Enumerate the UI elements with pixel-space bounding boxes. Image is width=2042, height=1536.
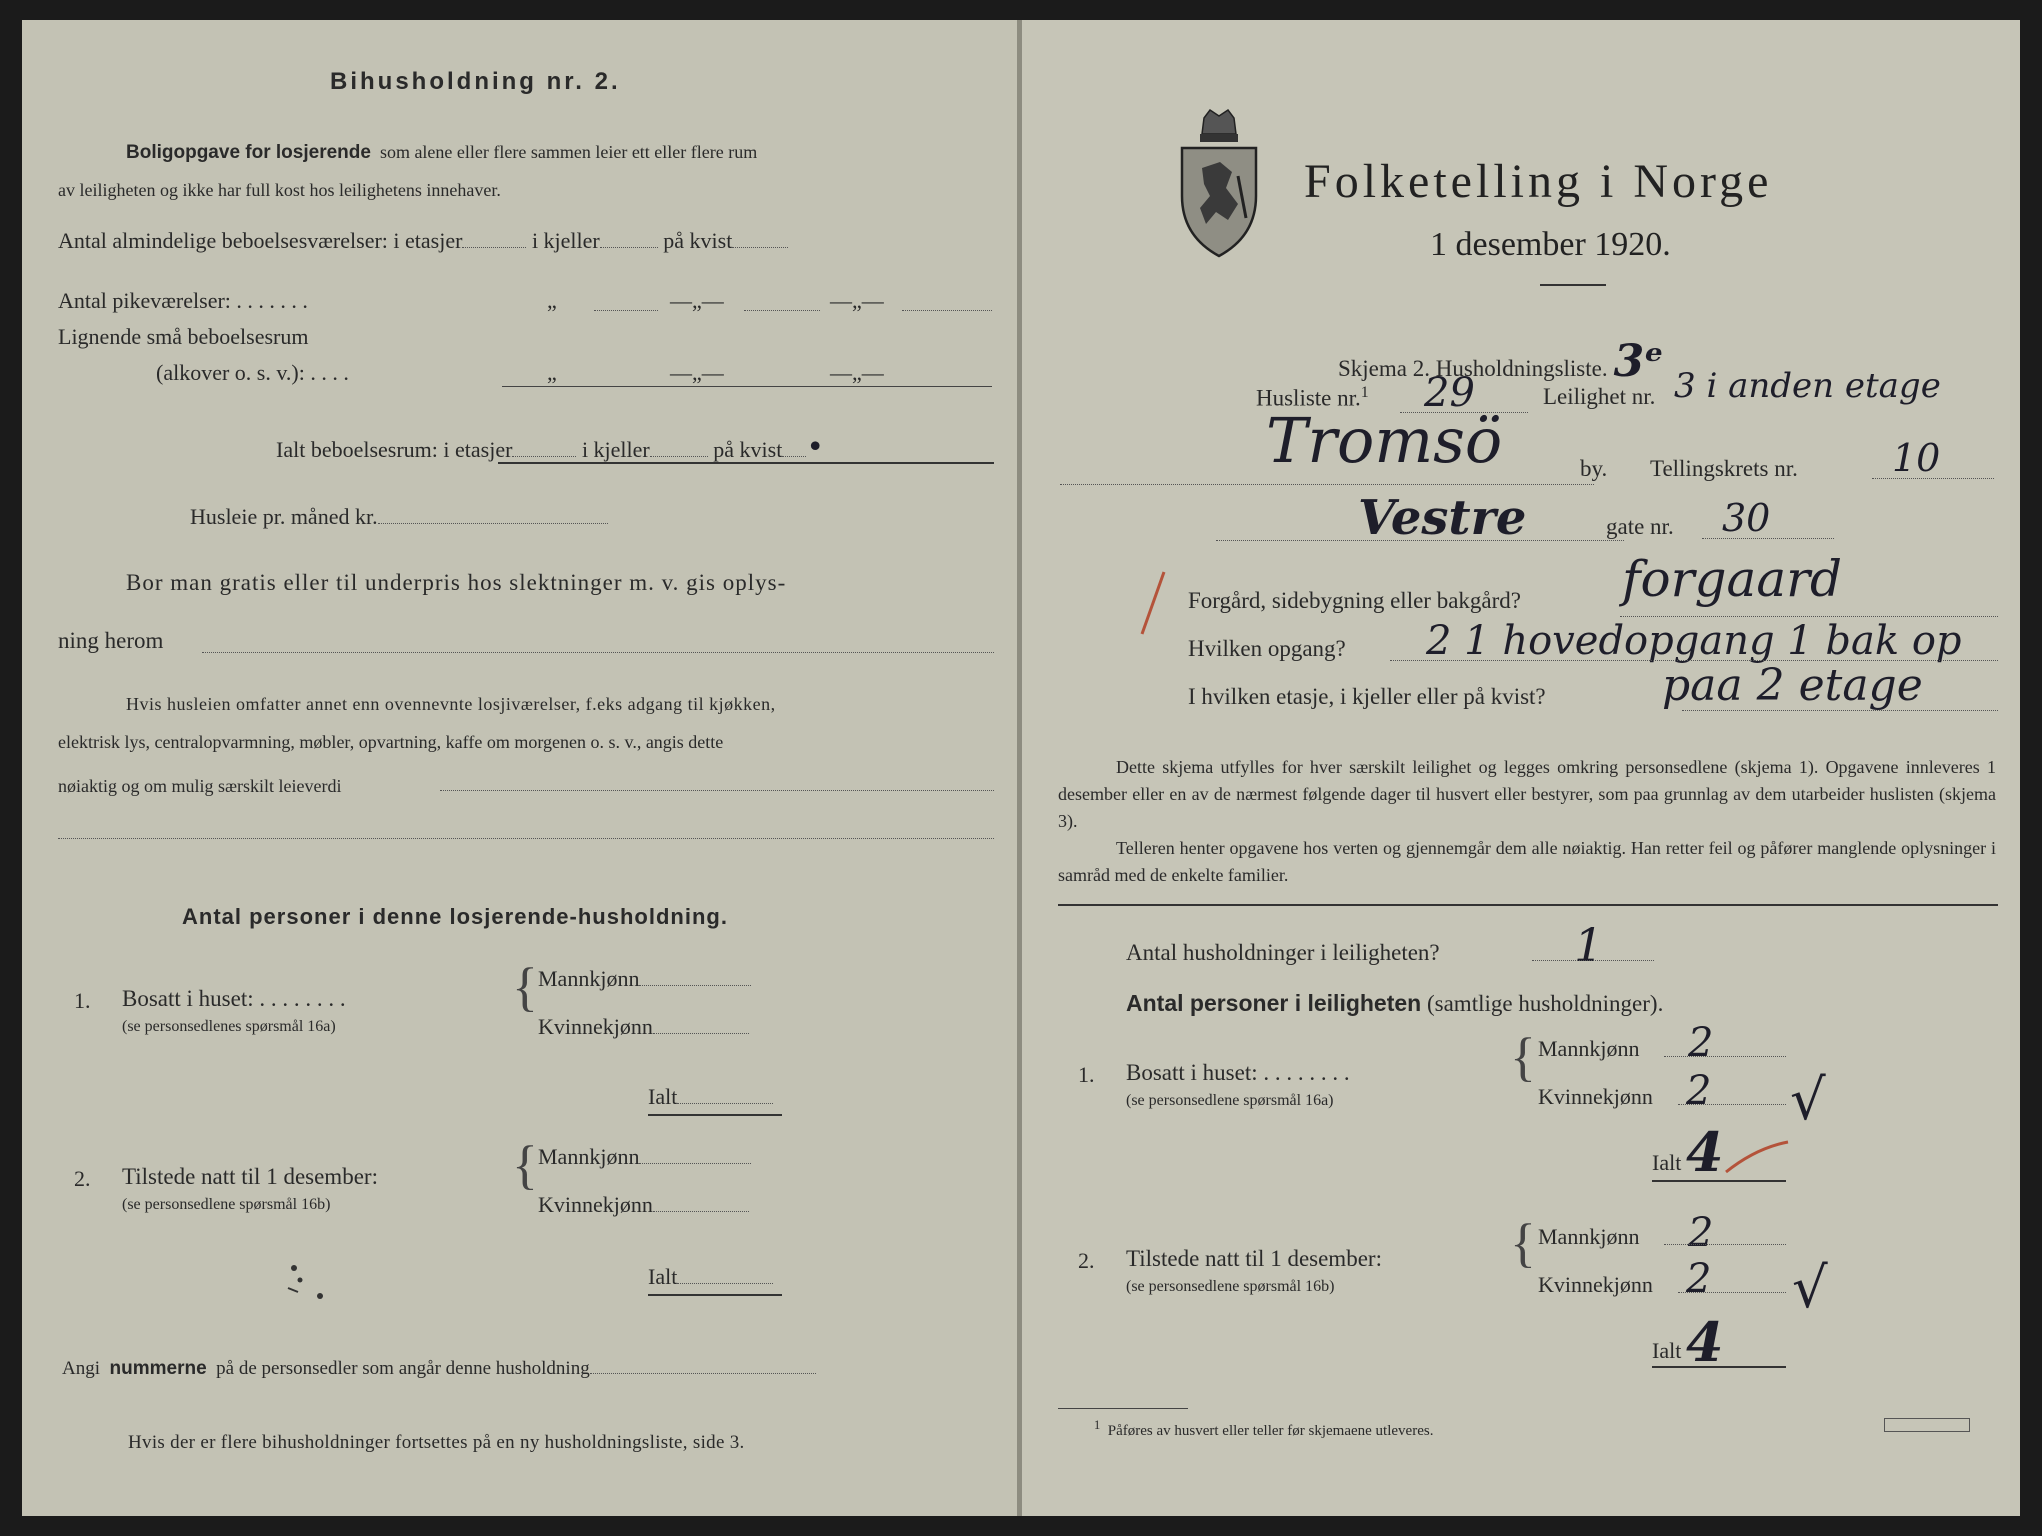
right-date: 1 desember 1920. — [1430, 226, 1671, 263]
leilighet-label: Leilighet nr. — [1543, 384, 1656, 409]
lignende-line2: (alkover o. s. v.): . . . . — [156, 360, 349, 385]
right-b1-mann: Mannkjønn — [1538, 1036, 1640, 1061]
lignende-line1: Lignende små beboelsesrum — [58, 324, 309, 349]
left-t2-ialt: Ialt — [648, 1264, 773, 1290]
opgang-label: Hvilken opgang? — [1188, 636, 1346, 661]
right-b1-check: √ — [1790, 1068, 1826, 1133]
left-intro-line2: av leiligheten og ikke har full kost hos leilighetens innehaver. — [58, 180, 501, 200]
skjema-row: Skjema 2. Husholdningsliste. 3ᵉ — [1338, 336, 1664, 387]
red-pencil-tick-icon — [1722, 1138, 1792, 1178]
right-item1-sub: (se personsedlene spørsmål 16a) — [1126, 1092, 1334, 1109]
right-item2-sub: (se personsedlene spørsmål 16b) — [1126, 1278, 1335, 1295]
left-item2-label: Tilstede natt til 1 desember: — [122, 1164, 378, 1189]
left-b1-kvinne: Kvinnekjønn — [538, 1014, 749, 1040]
husholdninger-value: 1 — [1574, 918, 1604, 972]
lignende-ditto-1: „ — [547, 360, 557, 385]
right-b1-kvinne: Kvinnekjønn — [1538, 1084, 1653, 1109]
left-title: Bihusholdning nr. 2. — [330, 68, 621, 95]
right-item1-num: 1. — [1078, 1062, 1095, 1087]
husholdninger-label: Antal husholdninger i leiligheten? — [1126, 940, 1440, 965]
right-title: Folketelling i Norge — [1304, 155, 1773, 208]
forgaard-value: forgaard — [1622, 550, 1843, 608]
left-item2-num: 2. — [74, 1166, 91, 1191]
right-t2-check: √ — [1792, 1256, 1828, 1321]
left-item1-label: Bosatt i huset: . . . . . . . . — [122, 986, 346, 1011]
pike-label: Antal pikeværelser: . . . . . . . — [58, 288, 308, 313]
left-intro-line1: Boligopgave for losjerende som alene eller flere sammen leier ett eller flere rum — [126, 142, 758, 163]
right-item2-num: 2. — [1078, 1248, 1095, 1273]
ink-smudge-icon — [284, 1260, 334, 1306]
left-b1-mann: Mannkjønn — [538, 966, 751, 992]
hvis-line2: elektrisk lys, centralopvarmning, møbler, opvartning, kaffe om morgenen o. s. v., angis dette — [58, 732, 724, 752]
hvis-line3: nøiaktig og om mulig særskilt leieverdi — [58, 776, 342, 796]
by-label: by. — [1580, 456, 1608, 481]
right-item1-label: Bosatt i huset: . . . . . . . . — [1126, 1060, 1350, 1085]
etasje-value: paa 2 etage — [1662, 660, 1923, 711]
right-persons-heading: Antal personer i leiligheten (samtlige husholdninger). — [1126, 990, 1664, 1016]
right-t2-ialt-value: 4 — [1686, 1310, 1724, 1374]
right-t2-mann: Mannkjønn — [1538, 1224, 1640, 1249]
instructions-2: Telleren henter opgavene hos verten og gjennemgår dem alle nøiaktig. Han retter feil og påfører manglende oplysninger i samråd med de enkelte familier. — [1058, 838, 1996, 885]
right-item2-label: Tilstede natt til 1 desember: — [1126, 1246, 1382, 1271]
etasje-label: I hvilken etasje, i kjeller eller på kvist? — [1188, 684, 1546, 709]
left-item1-num: 1. — [74, 988, 91, 1013]
right-b1-kvinne-value: 2 — [1686, 1068, 1712, 1114]
left-t2-mann: Mannkjønn — [538, 1144, 751, 1170]
lignende-ditto-2: —„— — [670, 360, 724, 385]
left-t2-kvinne: Kvinnekjønn — [538, 1192, 749, 1218]
gratis-line2: ning herom — [58, 628, 164, 653]
forgaard-label: Forgård, sidebygning eller bakgård? — [1188, 588, 1521, 613]
norwegian-coat-of-arms-icon — [1176, 108, 1262, 258]
printer-stamp — [1884, 1418, 1970, 1432]
rooms-row: Antal almindelige beboelsesværelser: i etasjer i kjeller på kvist — [58, 228, 788, 254]
footnote-row: $^1$ Påføres av husvert eller teller før skjemaene utleveres. — [1094, 1418, 1434, 1439]
left-item2-sub: (se personsedlene spørsmål 16b) — [122, 1196, 331, 1213]
left-item1-sub: (se personsedlenes spørsmål 16a) — [122, 1018, 336, 1035]
right-t2-kvinne: Kvinnekjønn — [1538, 1272, 1653, 1297]
leilighet-value: 3 i anden etage — [1674, 366, 1941, 406]
right-t2-mann-value: 2 — [1688, 1210, 1714, 1256]
gate-value: Vestre — [1358, 490, 1527, 546]
instructions-1: Dette skjema utfylles for hver særskilt leilighet og legges omkring personsedlene (skjema 1). Opgavene innleveres 1 desember eller en av de nærmest følgende dager til husvert eller bestyrer, som paa grunnlag av dem utarbeider huslisten (skjema 3). — [1058, 757, 1996, 831]
pike-ditto-2: —„— — [670, 288, 724, 313]
right-page: Folketelling i Norge 1 desember 1920. Skjema 2. Husholdningsliste. 3ᵉ Husliste nr.$^1$ 29 Leilighet nr. 3 i anden etage Tromsö by. Tellingskrets nr. 10 Vestre gate nr. 30 Forgård, sidebygning eller bakgård? forgaard Hvilken opgang? 2 1 hovedopgang 1 bak op I hvilken etasje, i kjeller eller på kvist? paa 2 etage Dette skjema utfylles for hver særskilt leilighet og legges omkring personsedlene (skjema 1). Opgavene innleveres 1 desember eller en av de nærmest følgende dager til husvert eller bestyrer, som paa grunnlag av dem utarbeider huslisten (skjema 3). Telleren henter opgavene hos verten og gjennemgår dem alle nøiaktig. Han retter feil og påfører manglende oplysninger i samråd med de enkelte familier. Antal husholdninger i leiligheten? 1 Antal personer i leiligheten (samtlige husholdninger). 1. Bosatt i huset: . . . . . . . . (se personsedlene spørsmål 16a) { Mannkjønn 2 Kvinnekjønn 2 √ Ialt 4 2. Tilstede natt til 1 desember: (se personsedlene spørsmål 16b) { Mannkjønn 2 Kvinnekjønn 2 √ Ialt 4 $^1$ Påføres av husvert eller teller før skjemaene utleveres. — [1022, 20, 2020, 1516]
gratis-line1: Bor man gratis eller til underpris hos slektninger m. v. gis oplys- — [126, 570, 787, 595]
ialt-rooms-row: Ialt beboelsesrum: i etasjer i kjeller på kvist • — [276, 430, 825, 465]
right-b1-mann-value: 2 — [1688, 1020, 1714, 1066]
right-t2-ialt: Ialt — [1652, 1338, 1682, 1363]
husliste-row: Husliste nr.$^1$ — [1256, 384, 1369, 411]
hvis-line1: Hvis husleien omfatter annet enn ovennevnte losjiværelser, f.eks adgang til kjøkken, — [126, 694, 776, 714]
right-b1-ialt-value: 4 — [1686, 1120, 1724, 1184]
left-persons-heading: Antal personer i denne losjerende-husholdning. — [182, 904, 728, 929]
left-page: Bihusholdning nr. 2. Boligopgave for losjerende som alene eller flere sammen leier ett eller flere rum av leiligheten og ikke har full kost hos leilighetens innehaver. Antal almindelige beboelsesværelser: i etasjer i kjeller på kvist Antal pikeværelser: . . . . . . . „ —„— —„— Lignende små beboelsesrum (alkover o. s. v.): . . . . „ —„— —„— Ialt beboelsesrum: i etasjer i kjeller på kvist • Husleie pr. måned kr. Bor man gratis eller til underpris hos slektninger m. v. gis oplys- ning herom Hvis husleien omfatter annet enn ovennevnte losjiværelser, f.eks adgang til kjøkken, elektrisk lys, centralopvarmning, møbler, opvartning, kaffe om morgenen o. s. v., angis dette nøiaktig og om mulig særskilt leieverdi Antal personer i denne losjerende-husholdning. 1. Bosatt i huset: . . . . . . . . (se personsedlenes spørsmål 16a) { Mannkjønn Kvinnekjønn Ialt 2. Tilstede natt til 1 desember: (se personsedlene spørsmål 16b) { Mannkjønn Kvinnekjønn Ialt Angi nummerne på de personsedler som angår denne husholdning Hvis der er flere bihusholdninger fortsettes på en ny husholdningsliste, side 3. — [22, 20, 1017, 1516]
pike-ditto-3: —„— — [830, 288, 884, 313]
left-b1-ialt: Ialt — [648, 1084, 773, 1110]
left-footer: Hvis der er flere bihusholdninger fortsettes på en ny husholdningsliste, side 3. — [128, 1432, 745, 1453]
angi-row: Angi nummerne på de personsedler som angår denne husholdning — [62, 1358, 816, 1380]
husleie-row: Husleie pr. måned kr. — [190, 504, 608, 530]
opgang-value: 2 1 hovedopgang 1 bak op — [1426, 618, 1962, 664]
gate-label: gate nr. — [1606, 514, 1674, 539]
pike-ditto-1: „ — [547, 288, 557, 313]
right-t2-kvinne-value: 2 — [1686, 1256, 1712, 1302]
tellingskrets-label: Tellingskrets nr. — [1650, 456, 1798, 481]
lignende-ditto-3: —„— — [830, 360, 884, 385]
right-b1-ialt: Ialt — [1652, 1150, 1682, 1175]
husliste-value: 29 — [1424, 370, 1475, 416]
gate-nr-value: 30 — [1722, 496, 1771, 540]
red-pencil-mark-icon — [1134, 568, 1174, 638]
by-value: Tromsö — [1266, 404, 1503, 477]
tellingskrets-value: 10 — [1892, 436, 1941, 480]
